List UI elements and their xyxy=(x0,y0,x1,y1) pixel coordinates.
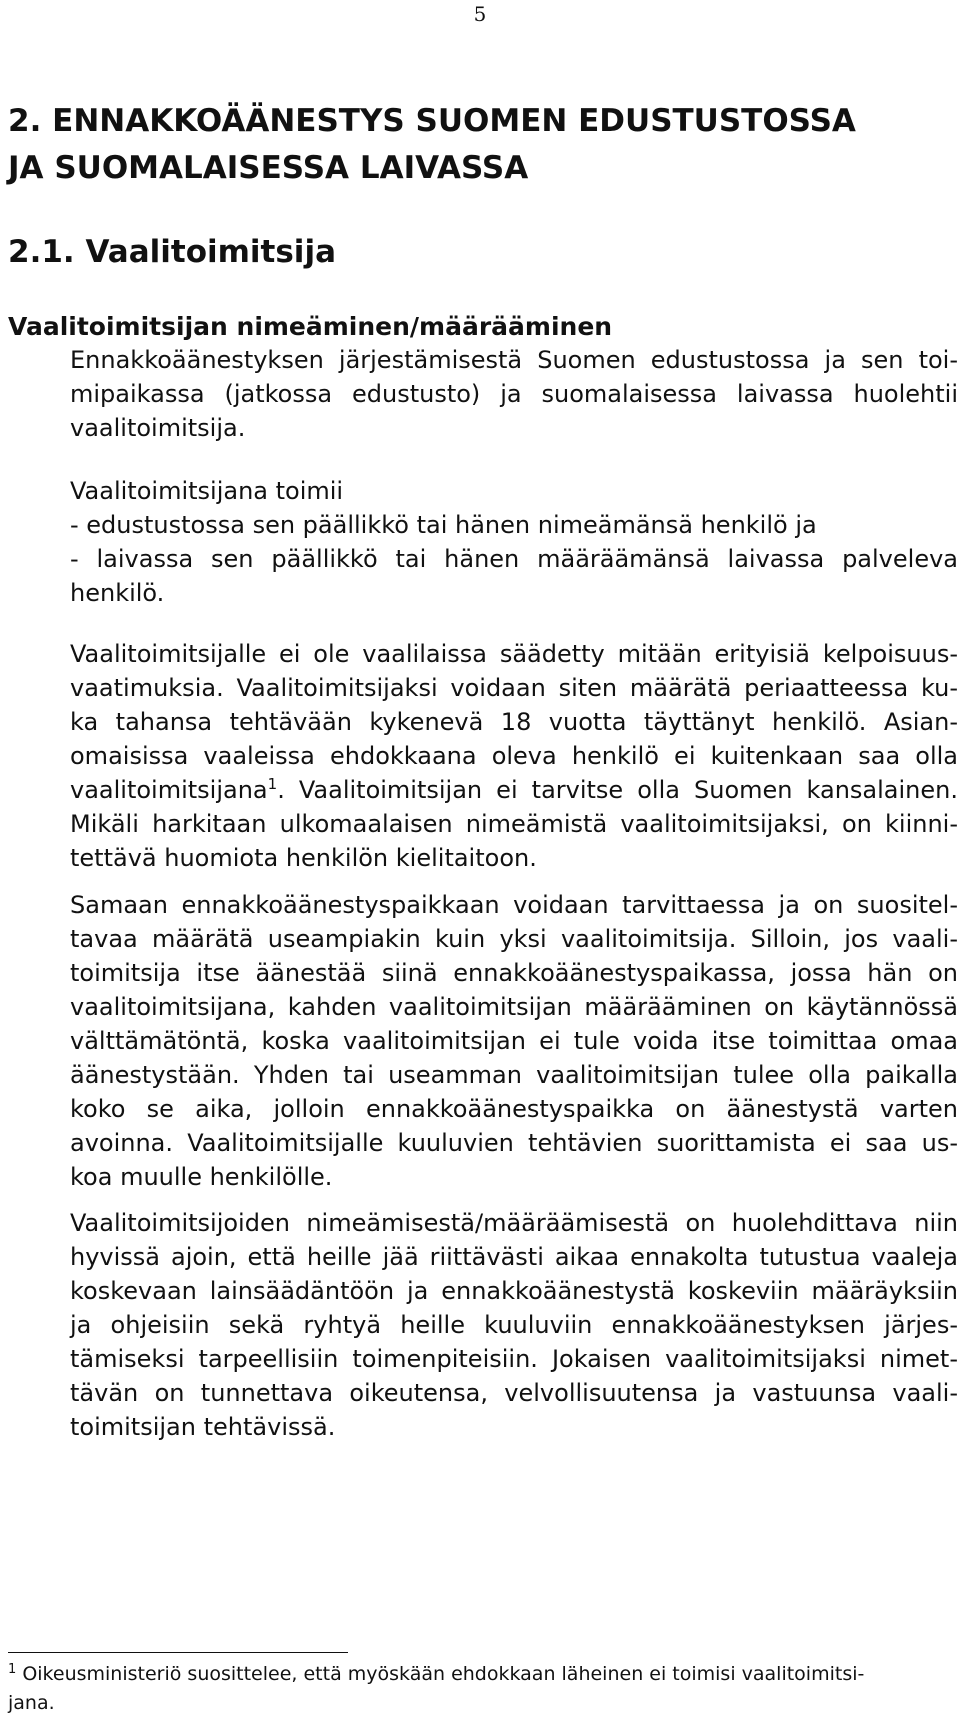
text-line: Samaan ennakkoäänestyspaikkaan voidaan tarvittaessa ja on suositel- xyxy=(70,891,958,919)
text-line: tettävä huomiota henkilön kielitaitoon. xyxy=(70,844,537,872)
paragraph-2 xyxy=(70,474,958,610)
section-heading: 2.1. Vaalitoimitsija xyxy=(8,234,336,270)
text-line: - laivassa sen päällikkö tai hänen määräämänsä laivassa palveleva xyxy=(70,545,958,573)
footnote-line: jana. xyxy=(8,1692,55,1714)
footnote-marker: 1 xyxy=(8,1662,17,1677)
text-line: tämiseksi tarpeellisiin toimenpiteisiin. Jokaisen vaalitoimitsijaksi nimet- xyxy=(70,1345,958,1373)
subsection-heading: Vaalitoimitsijan nimeäminen/määrääminen xyxy=(8,312,613,341)
chapter-heading-line: 2. ENNAKKOÄÄNESTYS SUOMEN EDUSTUSTOSSA xyxy=(8,103,856,139)
chapter-heading-line: JA SUOMALAISESSA LAIVASSA xyxy=(8,150,529,186)
text-line: vaatimuksia. Vaalitoimitsijaksi voidaan siten määrätä periaatteessa ku- xyxy=(70,674,958,702)
text-line: välttämätöntä, koska vaalitoimitsijan ei tule voida itse toimittaa omaa xyxy=(70,1027,958,1055)
text-line: toimitsija itse äänestää siinä ennakkoäänestyspaikassa, jossa hän on xyxy=(70,959,958,987)
text-line: Mikäli harkitaan ulkomaalaisen nimeämistä vaalitoimitsijaksi, on kiinni- xyxy=(70,810,958,838)
text-line: Ennakkoäänestyksen järjestämisestä Suomen edustustossa ja sen toi- xyxy=(70,346,958,374)
text-line: hyvissä ajoin, että heille jää riittävästi aikaa ennakolta tutustua vaaleja xyxy=(70,1243,958,1271)
chapter-heading xyxy=(8,98,948,192)
paragraph-4 xyxy=(70,888,958,1194)
footnote-reference: 1 xyxy=(267,775,278,793)
text-line: tavaa määrätä useampiakin kuin yksi vaalitoimitsija. Silloin, jos vaali- xyxy=(70,925,958,953)
text-line: toimitsijan tehtävissä. xyxy=(70,1413,336,1441)
text-line: mipaikassa (jatkossa edustusto) ja suomalaisessa laivassa huolehtii xyxy=(70,380,958,408)
text-line: avoinna. Vaalitoimitsijalle kuuluvien tehtävien suorittamista ei saa us- xyxy=(70,1129,958,1157)
text-line: tävän on tunnettava oikeutensa, velvollisuutensa ja vastuunsa vaali- xyxy=(70,1379,958,1407)
text-line xyxy=(70,773,958,807)
footnote xyxy=(8,1660,958,1718)
paragraph-5 xyxy=(70,1206,958,1444)
text-line: äänestystään. Yhden tai useamman vaalitoimitsijan tulee olla paikalla xyxy=(70,1061,958,1089)
page-number: 5 xyxy=(473,2,487,26)
text-line: vaalitoimitsijana, kahden vaalitoimitsijan määrääminen on käytännössä xyxy=(70,993,958,1021)
text-line: koa muulle henkilölle. xyxy=(70,1163,333,1191)
text-segment: . Vaalitoimitsijan ei tarvitse olla Suomen kansalainen. xyxy=(277,776,958,804)
text-line: ka tahansa tehtävään kykenevä 18 vuotta täyttänyt henkilö. Asian- xyxy=(70,708,958,736)
paragraph-3 xyxy=(70,637,958,875)
text-line: henkilö. xyxy=(70,579,165,607)
text-line: koskevaan lainsäädäntöön ja ennakkoäänestystä koskeviin määräyksiin xyxy=(70,1277,958,1305)
text-line: omaisissa vaaleissa ehdokkaana oleva henkilö ei kuitenkaan saa olla xyxy=(70,742,958,770)
text-line: koko se aika, jolloin ennakkoäänestyspaikka on äänestystä varten xyxy=(70,1095,958,1123)
text-line: Vaalitoimitsijana toimii xyxy=(70,477,344,505)
text-line: - edustustossa sen päällikkö tai hänen nimeämänsä henkilö ja xyxy=(70,511,817,539)
text-line: vaalitoimitsija. xyxy=(70,414,246,442)
text-line: ja ohjeisiin sekä ryhtyä heille kuuluviin ennakkoäänestyksen järjes- xyxy=(70,1311,958,1339)
footnote-text: Oikeusministeriö suosittelee, että myöskään ehdokkaan läheinen ei toimisi vaalitoimitsi- xyxy=(22,1663,865,1685)
footnote-divider xyxy=(8,1652,348,1653)
text-line: Vaalitoimitsijalle ei ole vaalilaissa säädetty mitään erityisiä kelpoisuus- xyxy=(70,640,958,668)
footnote-line xyxy=(8,1660,958,1689)
text-line: Vaalitoimitsijoiden nimeämisestä/määräämisestä on huolehdittava niin xyxy=(70,1209,958,1237)
paragraph-1 xyxy=(70,343,958,445)
text-segment: vaalitoimitsijana xyxy=(70,776,268,804)
